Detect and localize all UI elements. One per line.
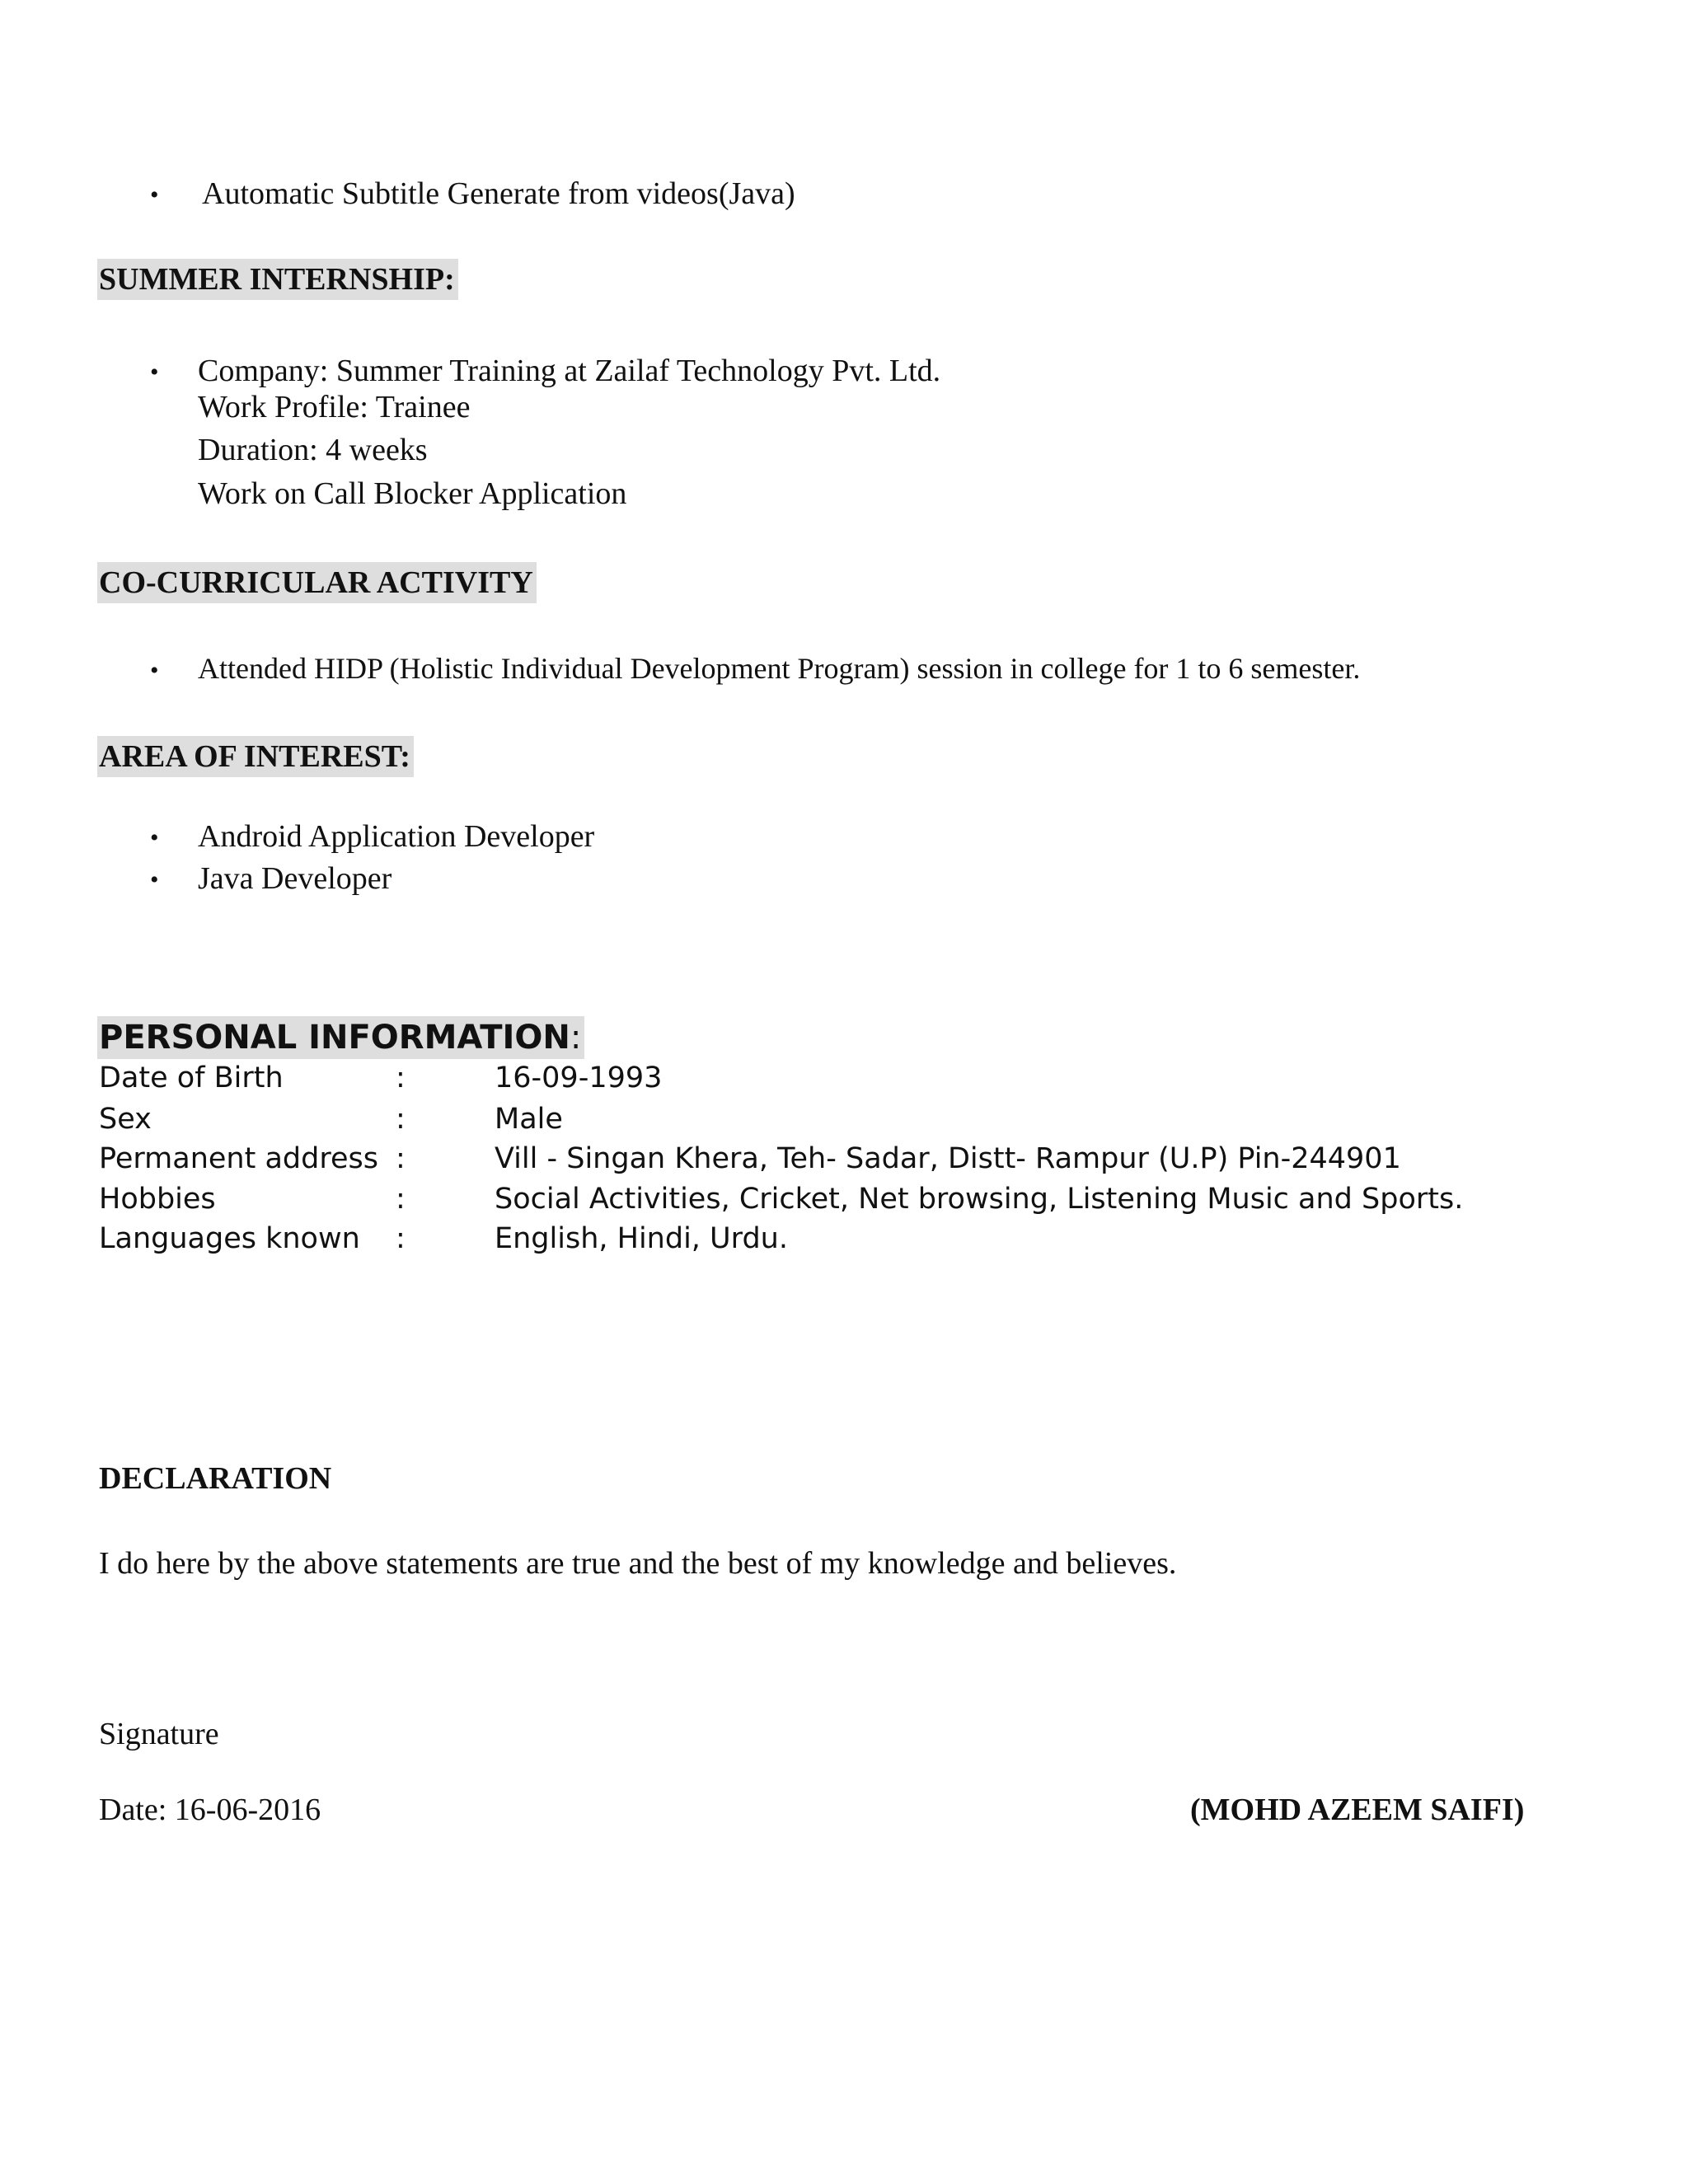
internship-work: Work on Call Blocker Application — [198, 476, 627, 511]
bullet-icon: • — [150, 359, 159, 386]
area-of-interest-heading: AREA OF INTEREST: — [97, 736, 414, 777]
bullet-icon: • — [150, 657, 159, 684]
internship-work-profile: Work Profile: Trainee — [198, 390, 471, 424]
interest-item: Java Developer — [198, 861, 392, 896]
personal-information-title: PERSONAL INFORMATION — [99, 1019, 570, 1057]
info-label-date-of-birth: Date of Birth — [99, 1062, 284, 1094]
internship-company: Company: Summer Training at Zailaf Technology Pvt. Ltd. — [198, 354, 941, 388]
heading-colon: : — [570, 1019, 582, 1057]
bullet-icon: • — [150, 181, 159, 209]
info-separator: : — [396, 1062, 406, 1094]
applicant-name: (MOHD AZEEM SAIFI) — [1190, 1793, 1525, 1827]
info-separator: : — [396, 1183, 406, 1216]
info-value-permanent-address: Vill - Singan Khera, Teh- Sadar, Distt- Rampur (U.P) Pin-244901 — [495, 1142, 1401, 1175]
personal-information-heading — [97, 1016, 584, 1059]
bullet-icon: • — [150, 824, 159, 851]
declaration-heading: DECLARATION — [99, 1461, 332, 1496]
info-value-sex: Male — [495, 1103, 563, 1136]
info-value-languages: English, Hindi, Urdu. — [495, 1222, 788, 1255]
signature-label: Signature — [99, 1717, 219, 1751]
info-label-sex: Sex — [99, 1103, 152, 1136]
internship-duration: Duration: 4 weeks — [198, 433, 428, 467]
info-separator: : — [396, 1222, 406, 1255]
info-value-date-of-birth: 16-09-1993 — [495, 1062, 663, 1094]
info-label-permanent-address: Permanent address — [99, 1142, 378, 1175]
project-item: Automatic Subtitle Generate from videos(Java) — [202, 176, 795, 211]
info-value-hobbies: Social Activities, Cricket, Net browsing, Listening Music and Sports. — [495, 1183, 1464, 1216]
info-separator: : — [396, 1142, 406, 1175]
co-curricular-heading: CO-CURRICULAR ACTIVITY — [97, 562, 537, 603]
info-label-languages: Languages known — [99, 1222, 360, 1255]
info-separator: : — [396, 1103, 406, 1136]
declaration-text: I do here by the above statements are true and the best of my knowledge and believes. — [99, 1546, 1177, 1581]
info-label-hobbies: Hobbies — [99, 1183, 216, 1216]
bullet-icon: • — [150, 866, 159, 893]
co-curricular-item: Attended HIDP (Holistic Individual Development Program) session in college for 1 to 6 semester. — [198, 652, 1361, 685]
date-line: Date: 16-06-2016 — [99, 1793, 321, 1827]
interest-item: Android Application Developer — [198, 819, 595, 854]
summer-internship-heading: SUMMER INTERNSHIP: — [97, 259, 458, 300]
